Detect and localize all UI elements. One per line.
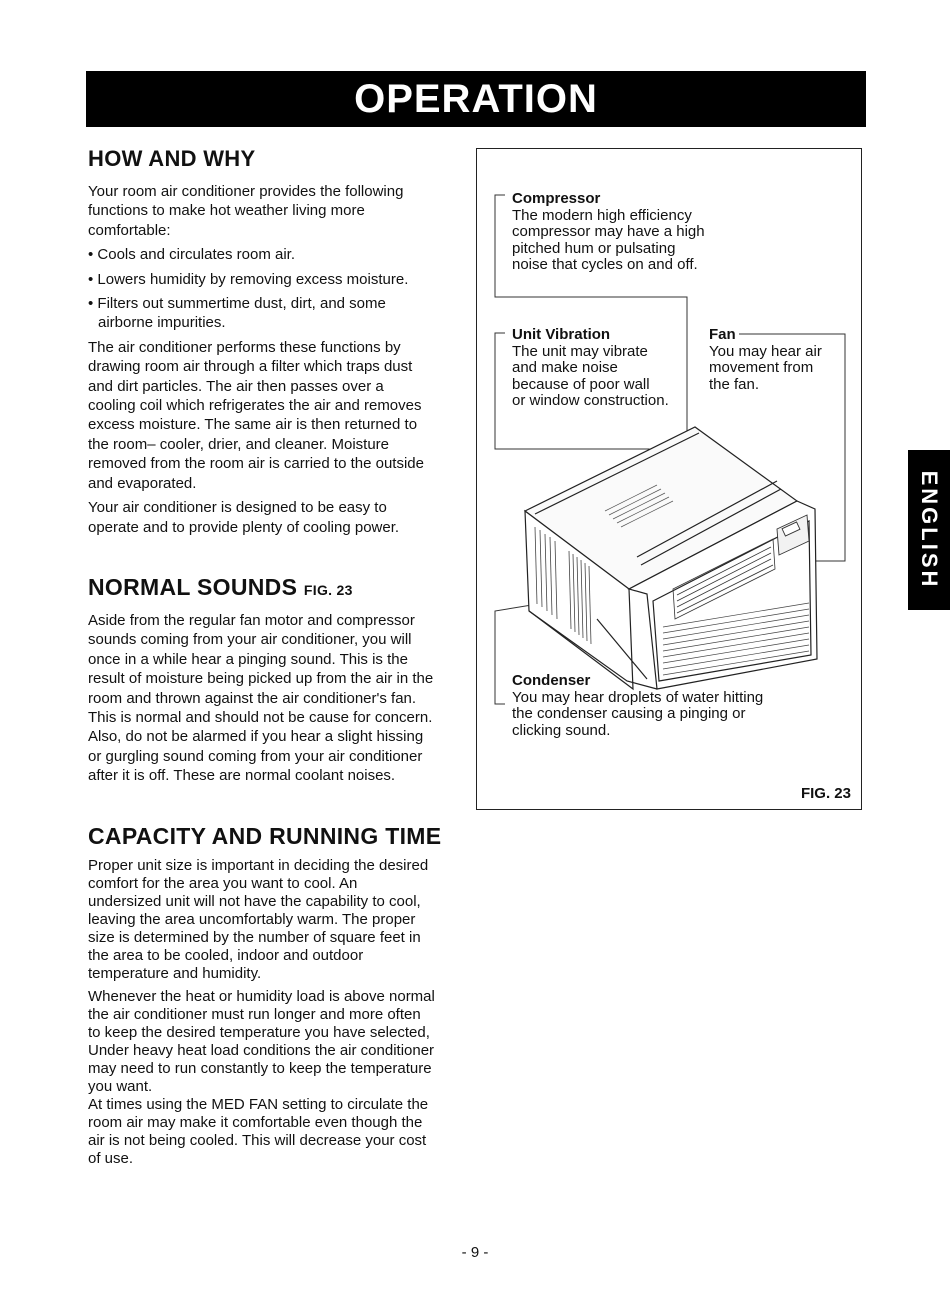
text-line: Proper unit size is important in deciding the desired: [88, 857, 429, 874]
normal-sounds-heading: [88, 574, 463, 601]
callout-line: the condenser causing a pinging or: [512, 705, 746, 722]
banner-title: OPERATION: [354, 77, 598, 121]
text-line: air is not being cooled. This will decrease your cost: [88, 1132, 427, 1149]
callout-line: clicking sound.: [512, 721, 611, 739]
text-line: or gurgling sound coming from your air conditioner: [88, 747, 423, 765]
text-line: room and thrown against the air conditioner's fan.: [88, 689, 417, 707]
text-line: Your room air conditioner provides the following: [88, 183, 404, 200]
callout-line: pitched hum or pulsating: [512, 239, 676, 257]
text-line: may need to run constantly to keep the temperature: [88, 1060, 432, 1077]
language-tab: [908, 450, 950, 610]
text-line: excess moisture. The same air is then returned to: [88, 416, 418, 434]
text-line: to keep the desired temperature you have selected,: [88, 1024, 430, 1041]
callout-line: or window construction.: [512, 392, 669, 409]
text-line: functions to make hot weather living more: [88, 202, 365, 220]
capacity-para2: [88, 988, 463, 1168]
figure-label: FIG. 23: [800, 785, 851, 802]
callout-line: You may hear droplets of water hitting: [512, 688, 764, 706]
normal-sounds-title: NORMAL SOUNDS: [88, 574, 298, 600]
condenser-title: Condenser: [512, 672, 591, 689]
callout-line: the fan.: [709, 375, 760, 393]
callout-line: and make noise: [512, 359, 618, 376]
compressor-callout: [512, 191, 705, 274]
callout-line: because of poor wall: [512, 375, 650, 393]
normal-sounds-body: [88, 611, 463, 786]
how-and-why-para2: [88, 338, 463, 493]
text-line: drawing room air through a filter which traps dust: [88, 358, 413, 376]
condenser-callout: [512, 673, 763, 739]
fan-callout: [709, 327, 822, 393]
text-line: the room– cooler, drier, and cleaner. Moisture: [88, 435, 389, 453]
callout-line: The unit may vibrate: [512, 342, 648, 360]
callout-line: You may hear air: [709, 342, 822, 360]
text-line: leaving the area uncomfortably warm. The proper: [88, 911, 416, 928]
text-line: once in a while hear a pinging sound. This is the: [88, 650, 408, 668]
page-number: - 9 -: [461, 1244, 489, 1261]
text-line: temperature and humidity.: [88, 965, 262, 982]
unit-vibration-callout: [512, 327, 669, 410]
how-and-why-section: [88, 146, 463, 537]
bullet-item: • Cools and circulates room air.: [88, 246, 296, 264]
text-line: sounds coming from your air conditioner, you will: [88, 631, 412, 649]
how-and-why-intro: [88, 182, 463, 240]
text-line: Under heavy heat load conditions the air conditioner: [88, 1042, 435, 1059]
text-line: Also, do not be alarmed if you hear a slight hissing: [88, 728, 424, 746]
text-line: This is normal and should not be cause for concern.: [88, 709, 433, 727]
capacity-section: [88, 823, 463, 1168]
text-line: of use.: [88, 1150, 134, 1167]
normal-sounds-section: [88, 574, 463, 786]
language-tab-label: ENGLISH: [917, 470, 942, 590]
capacity-heading: CAPACITY AND RUNNING TIME: [88, 823, 442, 849]
text-line: after it is off. These are normal coolant noises.: [88, 767, 396, 785]
text-line: the air conditioner must run longer and more often: [88, 1006, 421, 1023]
text-line: At times using the MED FAN setting to circulate the: [88, 1096, 429, 1113]
text-line: Aside from the regular fan motor and compressor: [88, 612, 415, 629]
bullet-item: • Lowers humidity by removing excess moisture.: [88, 270, 409, 288]
how-and-why-para3: [88, 498, 463, 537]
bullet-item-continued: airborne impurities.: [98, 314, 226, 332]
text-line: room air may make it comfortable even though the: [88, 1114, 423, 1131]
text-line: The air conditioner performs these functions by: [88, 338, 401, 356]
text-line: and evaporated.: [88, 474, 197, 492]
callout-line: noise that cycles on and off.: [512, 256, 698, 273]
text-line: Your air conditioner is designed to be easy to: [88, 499, 387, 517]
callout-line: compressor may have a high: [512, 223, 705, 240]
text-line: removed from the room air is carried to the outside: [88, 455, 424, 473]
section-banner: [86, 71, 866, 127]
text-line: cooling coil which refrigerates the air and removes: [88, 397, 422, 415]
bullet-item: • Filters out summertime dust, dirt, and some: [88, 295, 386, 313]
fan-title: Fan: [709, 326, 736, 343]
callout-line: The modern high efficiency: [512, 206, 692, 224]
callout-line: movement from: [709, 359, 814, 376]
text-line: comfortable:: [88, 221, 171, 239]
capacity-para1: [88, 857, 463, 983]
text-line: undersized unit will not have the capability to cool,: [88, 893, 421, 910]
text-line: and dirt particles. The air then passes over a: [88, 377, 384, 395]
text-line: operate and to provide plenty of cooling power.: [88, 518, 400, 536]
figure-23-box: [476, 148, 862, 810]
text-line: the area to be cooled, indoor and outdoor: [88, 947, 364, 964]
text-line: you want.: [88, 1078, 153, 1095]
text-line: size is determined by the number of square feet in: [88, 929, 421, 946]
text-line: comfort for the area you want to cool. An: [88, 875, 358, 892]
bullet-list: [88, 245, 463, 333]
compressor-title: Compressor: [512, 190, 601, 207]
unit-vibration-title: Unit Vibration: [512, 326, 611, 343]
text-line: Whenever the heat or humidity load is above normal: [88, 988, 435, 1005]
how-and-why-heading: HOW AND WHY: [88, 146, 256, 171]
text-line: result of moisture being picked up from the air in the: [88, 670, 434, 688]
figure-reference: FIG. 23: [303, 582, 353, 598]
